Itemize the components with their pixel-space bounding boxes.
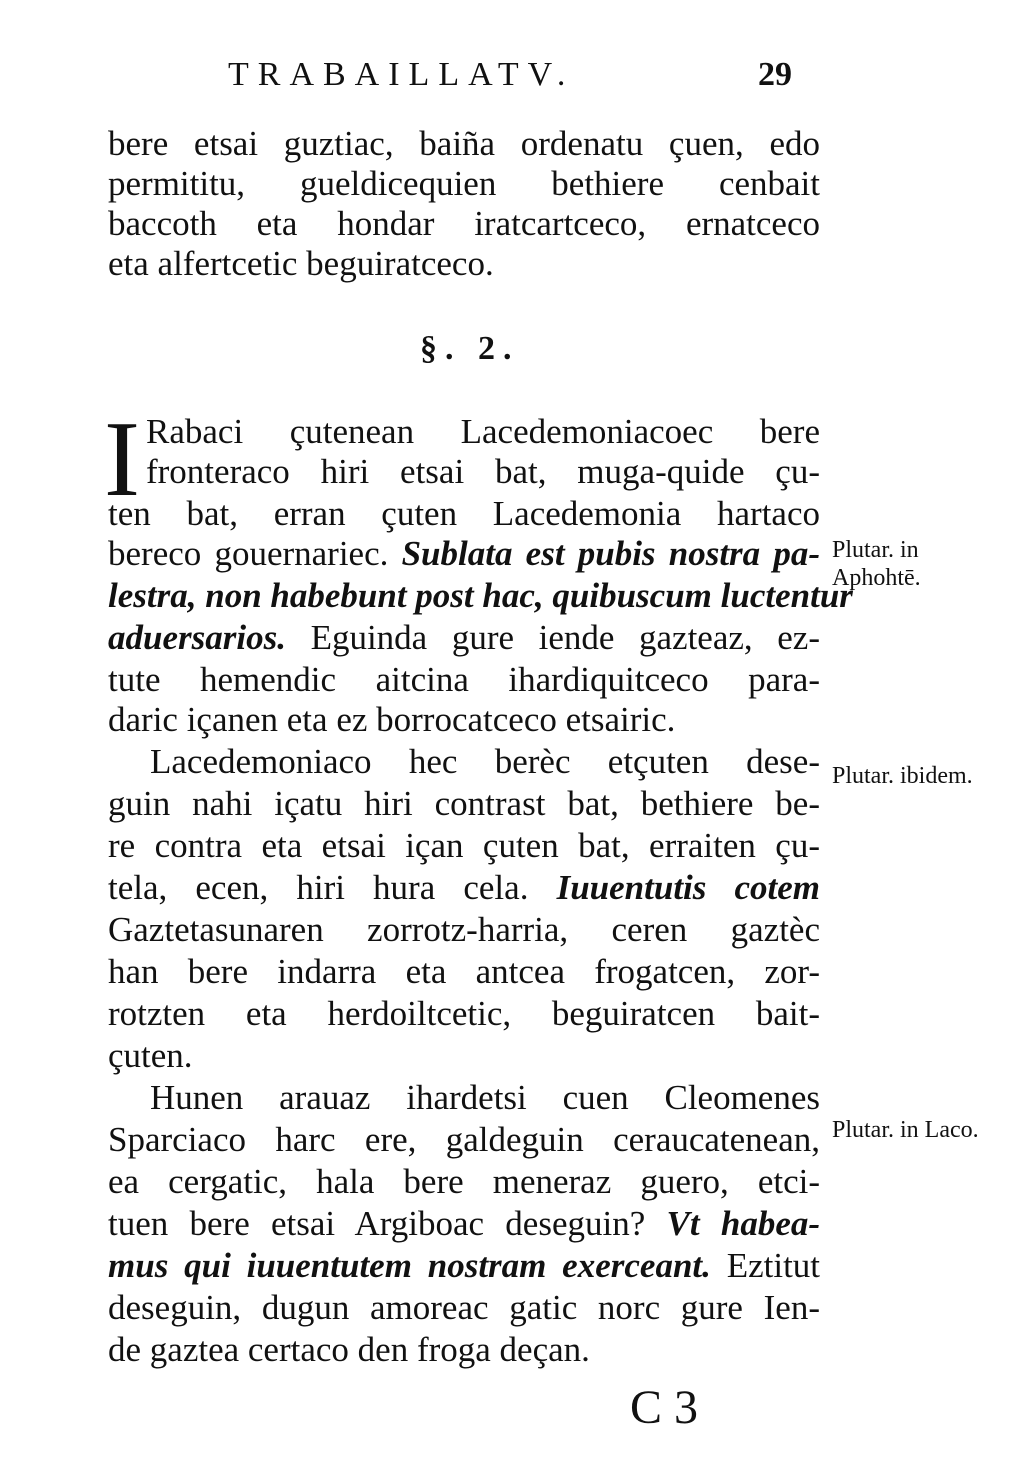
latin-quote: lestra, non habebunt post hac, quibuscum luctentur bbox=[108, 576, 853, 615]
text-line bbox=[108, 618, 820, 658]
text-span: Eztitut bbox=[726, 1246, 821, 1285]
text-line: baccoth eta hondar iratcartceco, ernatceco bbox=[108, 204, 820, 243]
margin-note: Plutar. in Laco. bbox=[832, 1117, 979, 1143]
latin-quote: mus qui iuuentutem nostram exerceant. bbox=[108, 1246, 711, 1285]
text-line: ten bat, erran çuten Lacedemonia hartaco bbox=[108, 494, 820, 533]
text-line: de gaztea certaco den froga deçan. bbox=[108, 1330, 590, 1369]
text-line: Sparciaco harc ere, galdeguin ceraucatenean, bbox=[108, 1120, 820, 1159]
text-line: Lacedemoniaco hec berèc etçuten dese- bbox=[150, 742, 820, 781]
text-span: Eguinda gure iende gazteaz, ez- bbox=[310, 618, 820, 657]
text-line bbox=[108, 868, 820, 908]
text-line: Rabaci çutenean Lacedemoniacoec bere bbox=[146, 412, 820, 451]
text-line: Gaztetasunaren zorrotz-harria, ceren gaztèc bbox=[108, 910, 820, 949]
text-line: eta alfertcetic beguiratceco. bbox=[108, 244, 494, 283]
text-line: guin nahi içatu hiri contrast bat, bethiere be- bbox=[108, 784, 820, 823]
text-line: ea cergatic, hala bere meneraz guero, etci- bbox=[108, 1162, 820, 1201]
section-heading: §. 2. bbox=[420, 330, 520, 367]
text-span: tuen bere etsai Argiboac deseguin? bbox=[108, 1204, 646, 1243]
latin-quote: Sublata est pubis nostra pa- bbox=[401, 534, 821, 573]
page-number: 29 bbox=[758, 56, 792, 93]
latin-quote: Iuuentutis cotem bbox=[556, 868, 821, 907]
latin-quote: aduersarios. bbox=[108, 618, 286, 657]
text-line: han bere indarra eta antcea frogatcen, zor- bbox=[108, 952, 820, 991]
running-header: TRABAILLATV. bbox=[228, 56, 575, 93]
text-line: deseguin, dugun amoreac gatic norc gure Ien- bbox=[108, 1288, 820, 1327]
text-line: daric içanen eta ez borrocatceco etsairic. bbox=[108, 700, 676, 739]
latin-quote: Vt habea- bbox=[666, 1204, 821, 1243]
text-span: tela, ecen, hiri hura cela. bbox=[108, 868, 529, 907]
text-line: Hunen arauaz ihardetsi cuen Cleomenes bbox=[150, 1078, 820, 1117]
text-line: çuten. bbox=[108, 1036, 193, 1075]
text-span: bereco gouernariec. bbox=[108, 534, 389, 573]
text-line bbox=[108, 576, 853, 616]
text-line: rotzten eta herdoiltcetic, beguiratcen bait- bbox=[108, 994, 820, 1033]
text-line bbox=[108, 1246, 820, 1286]
drop-cap: I bbox=[104, 400, 140, 519]
text-line: permititu, gueldicequien bethiere cenbait bbox=[108, 164, 820, 203]
text-line: tute hemendic aitcina ihardiquitceco para- bbox=[108, 660, 820, 699]
text-line bbox=[108, 534, 820, 574]
signature-mark: C 3 bbox=[630, 1381, 699, 1434]
margin-note: Plutar. ibidem. bbox=[832, 763, 973, 789]
text-line: re contra eta etsai içan çuten bat, erraiten çu- bbox=[108, 826, 820, 865]
text-line: fronteraco hiri etsai bat, muga-quide çu- bbox=[146, 452, 820, 491]
text-line bbox=[108, 1204, 820, 1244]
margin-note: Plutar. in Aphohtē. bbox=[832, 537, 921, 591]
text-line: bere etsai guztiac, baiña ordenatu çuen, edo bbox=[108, 124, 820, 163]
